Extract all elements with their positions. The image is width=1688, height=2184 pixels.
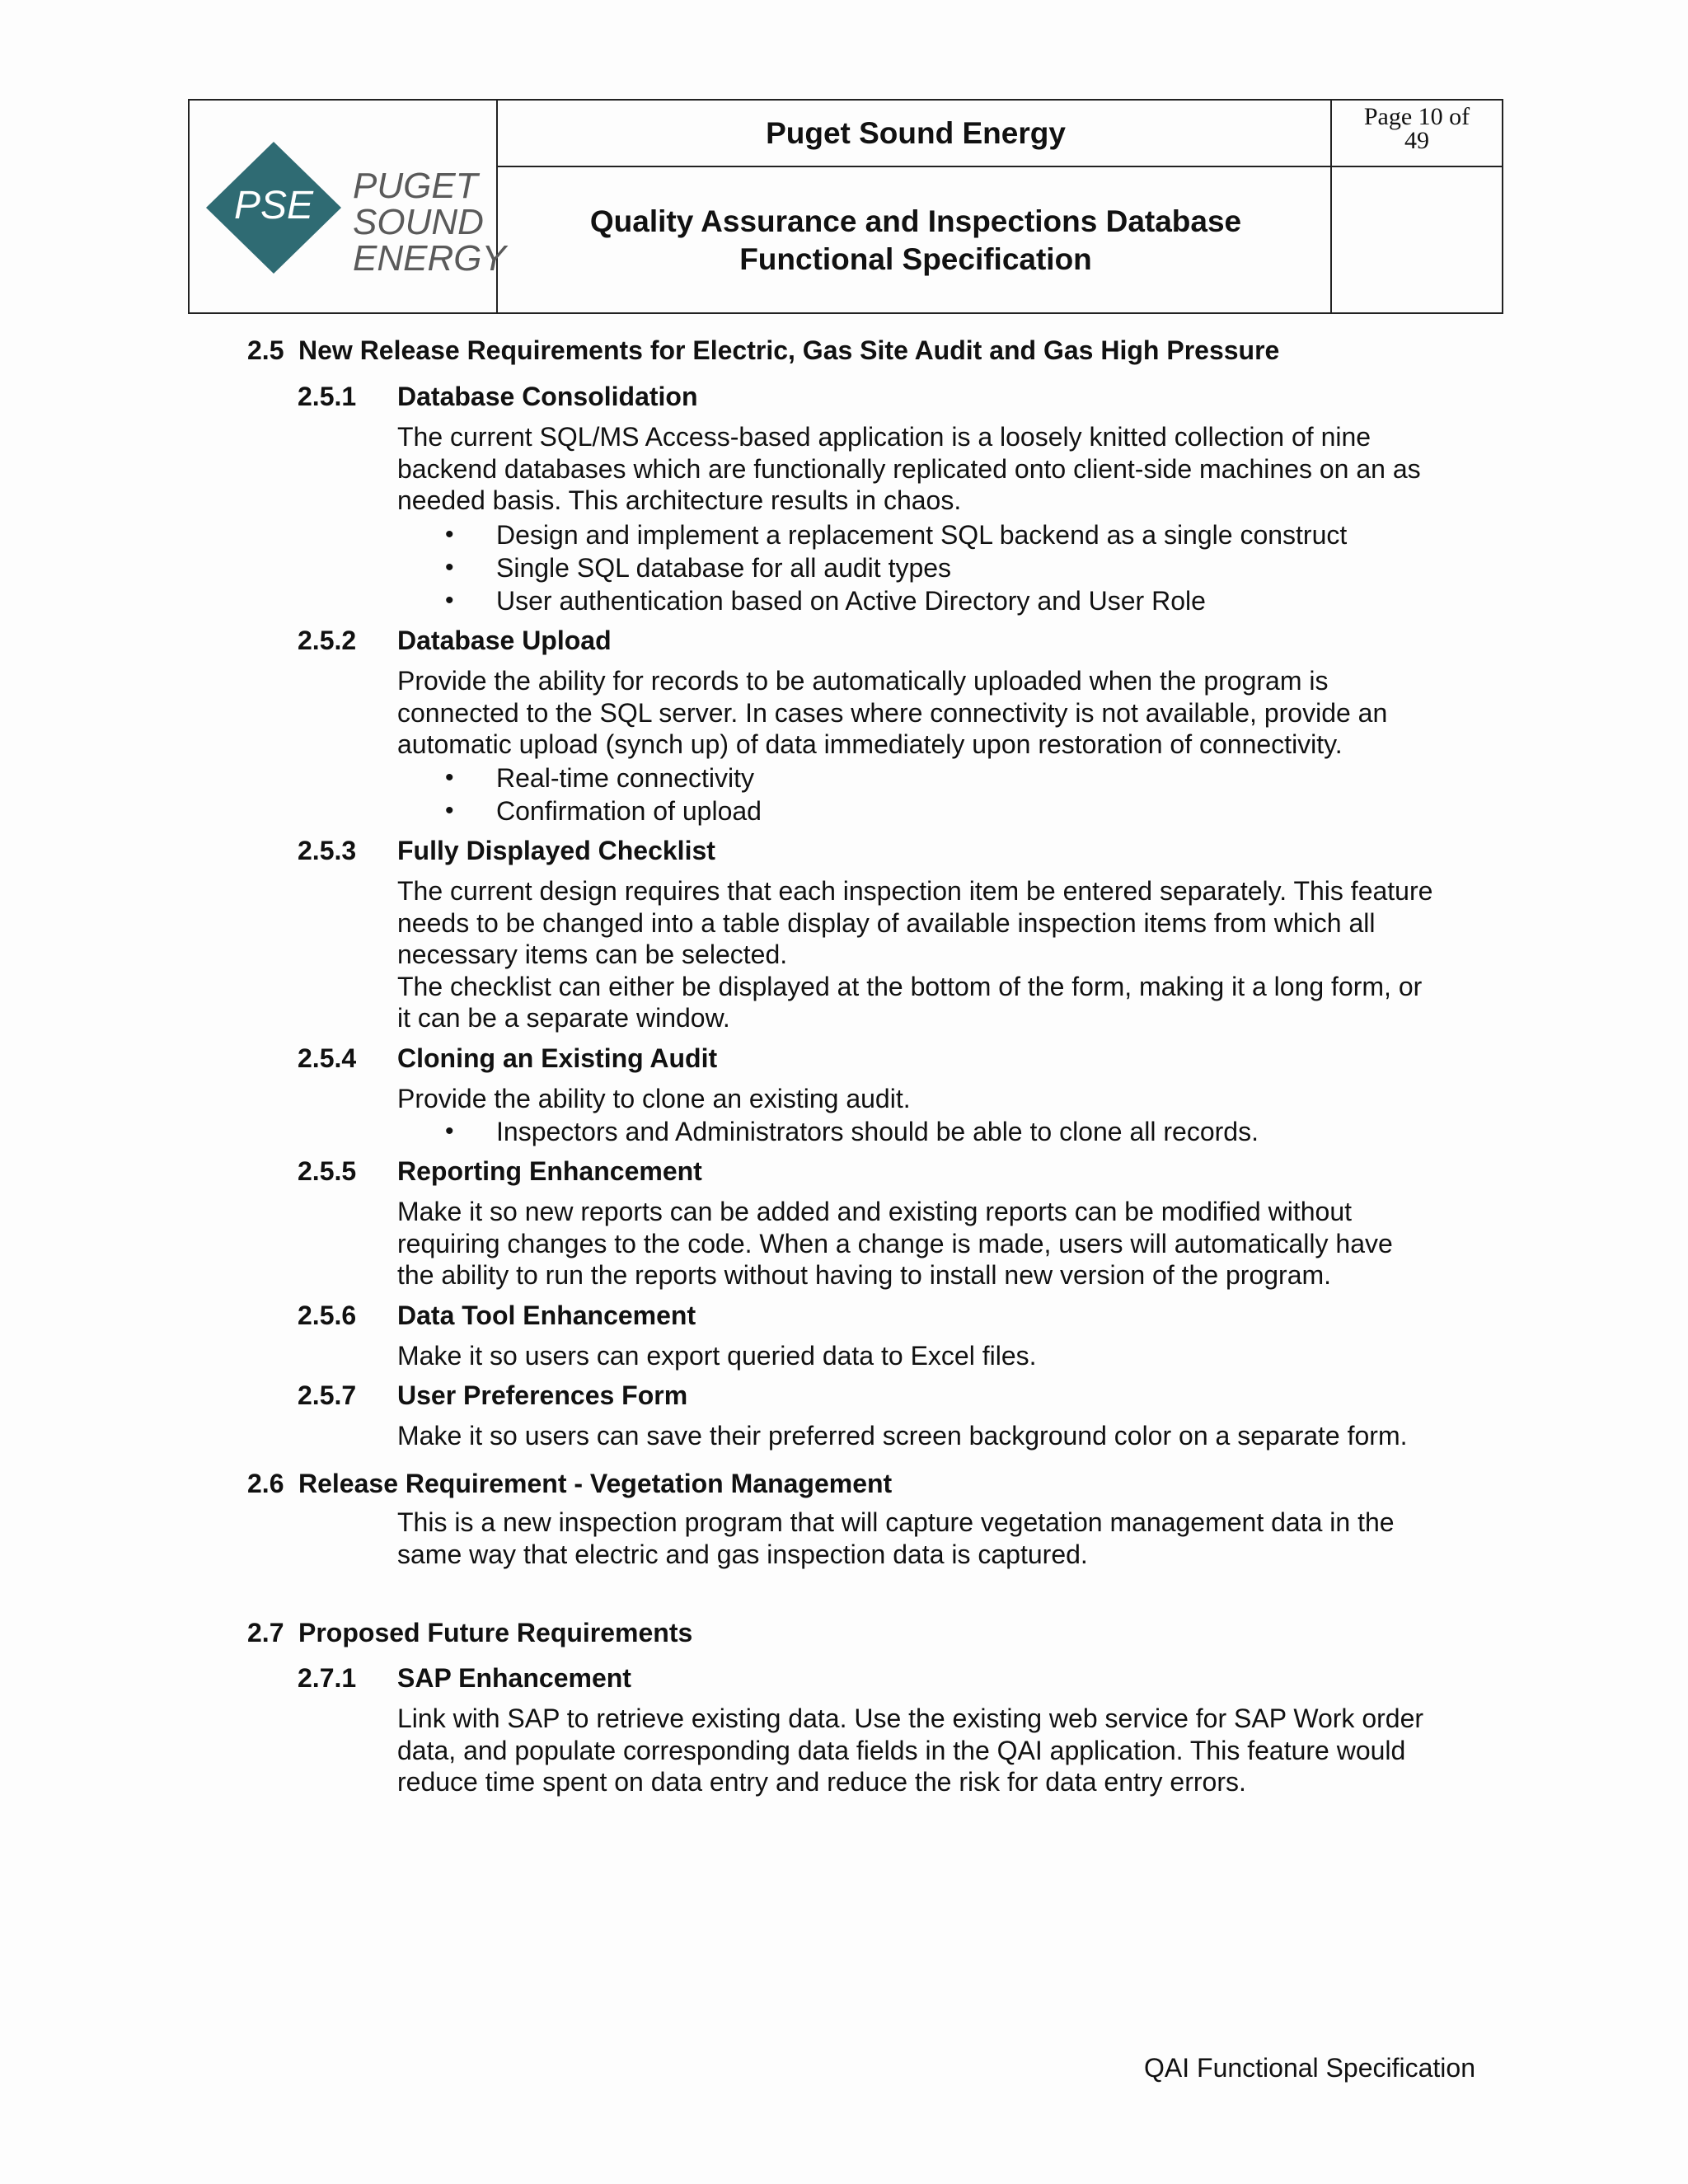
paragraph: Make it so new reports can be added and existing reports can be modified without requiring changes to the code. When a change is made, users will automatically have the ability to run the reports without having to install new version of the program.	[397, 1197, 1393, 1290]
paragraph: Provide the ability to clone an existing audit.	[397, 1084, 911, 1113]
subsection-number: 2.5.7	[298, 1380, 357, 1410]
paragraph: The current SQL/MS Access-based application is a loosely knitted collection of nine backend databases which are functionally replicated onto client-side machines on an as needed basis. This architecture results in chaos.	[397, 422, 1421, 515]
section-number: 2.5	[247, 335, 284, 365]
svg-text:PSE: PSE	[233, 184, 314, 227]
subsection-number: 2.5.3	[298, 836, 357, 865]
document-page: PSE PUGET SOUND ENERGY Puget Sound Energy Quality Assurance and Inspections Database Functional Specification Page 10 of 49 2.5 New Release Requirements for Electric, Gas Site Audit and Gas High Pressure 2.5.1 Database Consolidation The current SQL/MS Access-based application is a loosely knitted collection of nine backend databases which are functionally replicated onto client-side machines on an as needed basis. This architecture results in chaos. • Design and implement a replacement SQL backend as a single construct • Single SQL database for all audit types • User authentication based on Active Directory and User Role 2.5.2 Database Upload Provide the ability for records to be automatically uploaded when the program is connected to the SQL server. In cases where connectivity is not available, provide an automatic upload (synch up) of data immediately upon restoration of connectivity. • Real-time connectivity • Confirmation of upload 2.5.3 Fully Displayed Checklist The current design requires that each inspection item be entered separately. This feature needs to be changed into a table display of available inspection items from which all necessary items can be selected. The checklist can either be displayed at the bottom of the form, making it a long form, or it can be a separate window. 2.5.4 Cloning an Existing Audit Provide the ability to clone an existing audit. • Inspectors and Administrators should be able to clone all records. 2.5.5 Reporting Enhancement Make it so new reports can be added and existing reports can be modified without requiring changes to the code. When a change is made, users will automatically have the ability to run the reports without having to install new version of the program. 2.5.6 Data Tool Enhancement Make it so users can export queried data to Excel files. 2.5.7 User Preferences Form Make it so users can save their preferred screen background color on a separate form. 2.6 Release Requirement - Vegetation Management This is a new inspection program that will capture vegetation management data in the same way that electric and gas inspection data is captured. 2.7 Proposed Future Requirements 2.7.1 SAP Enhancement Link with SAP to retrieve existing data. Use the existing web service for SAP Work order data, and populate corresponding data fields in the QAI application. This feature would reduce time spent on data entry and reduce the risk for data entry errors. QAI Functional Specification	[0, 0, 1688, 2184]
subsection-heading: SAP Enhancement	[397, 1663, 631, 1693]
pse-logo	[206, 134, 506, 282]
paragraph: The current design requires that each inspection item be entered separately. This feature needs to be changed into a table display of available inspection items from which all necessary items can be selected. The checklist can either be displayed at the bottom of the form, making it a long form, or it can be a separate window.	[397, 876, 1433, 1033]
subsection-number: 2.5.4	[298, 1043, 357, 1073]
paragraph: Link with SAP to retrieve existing data. Use the existing web service for SAP Work order data, and populate corresponding data fields in the QAI application. This feature would reduce time spent on data entry and reduce the risk for data entry errors.	[397, 1704, 1424, 1797]
paragraph: This is a new inspection program that will capture vegetation management data in the same way that electric and gas inspection data is captured.	[397, 1507, 1395, 1569]
page-number: Page 10 of 49	[1363, 103, 1470, 154]
paragraph: Provide the ability for records to be automatically uploaded when the program is connected to the SQL server. In cases where connectivity is not available, provide an automatic upload (synch up) of data immediately upon restoration of connectivity.	[397, 666, 1388, 759]
header-divider	[496, 101, 498, 312]
subsection-number: 2.5.5	[298, 1156, 357, 1186]
subsection-heading: Cloning an Existing Audit	[397, 1043, 718, 1073]
document-title-line: Quality Assurance and Inspections Database	[589, 204, 1242, 238]
subsection-heading: Data Tool Enhancement	[397, 1301, 696, 1330]
subsection-heading: Database Consolidation	[397, 382, 698, 411]
paragraph: Make it so users can save their preferred screen background color on a separate form.	[397, 1421, 1408, 1451]
section-heading: New Release Requirements for Electric, Gas Site Audit and Gas High Pressure	[298, 335, 1280, 365]
svg-text:SOUND: SOUND	[353, 202, 484, 242]
subsection-heading: Database Upload	[397, 626, 612, 655]
subsection-heading: Reporting Enhancement	[397, 1156, 702, 1186]
svg-text:ENERGY: ENERGY	[353, 238, 506, 279]
section-number: 2.6	[247, 1469, 284, 1498]
document-title-line: Functional Specification	[739, 242, 1092, 276]
document-title	[499, 167, 1332, 314]
section-number: 2.7	[247, 1618, 284, 1647]
section-heading: Release Requirement - Vegetation Management	[298, 1469, 893, 1498]
svg-text:PUGET: PUGET	[353, 166, 478, 206]
company-name: Puget Sound Energy	[766, 115, 1066, 150]
document-header	[188, 99, 1503, 314]
subsection-number: 2.7.1	[298, 1663, 357, 1693]
subsection-number: 2.5.2	[298, 626, 357, 655]
page-footer: QAI Functional Specification	[1144, 2053, 1475, 2083]
subsection-heading: User Preferences Form	[397, 1380, 688, 1410]
paragraph: Make it so users can export queried data to Excel files.	[397, 1341, 1037, 1371]
subsection-number: 2.5.6	[298, 1301, 357, 1330]
section-heading: Proposed Future Requirements	[298, 1618, 693, 1647]
subsection-number: 2.5.1	[298, 382, 357, 411]
subsection-heading: Fully Displayed Checklist	[397, 836, 715, 865]
